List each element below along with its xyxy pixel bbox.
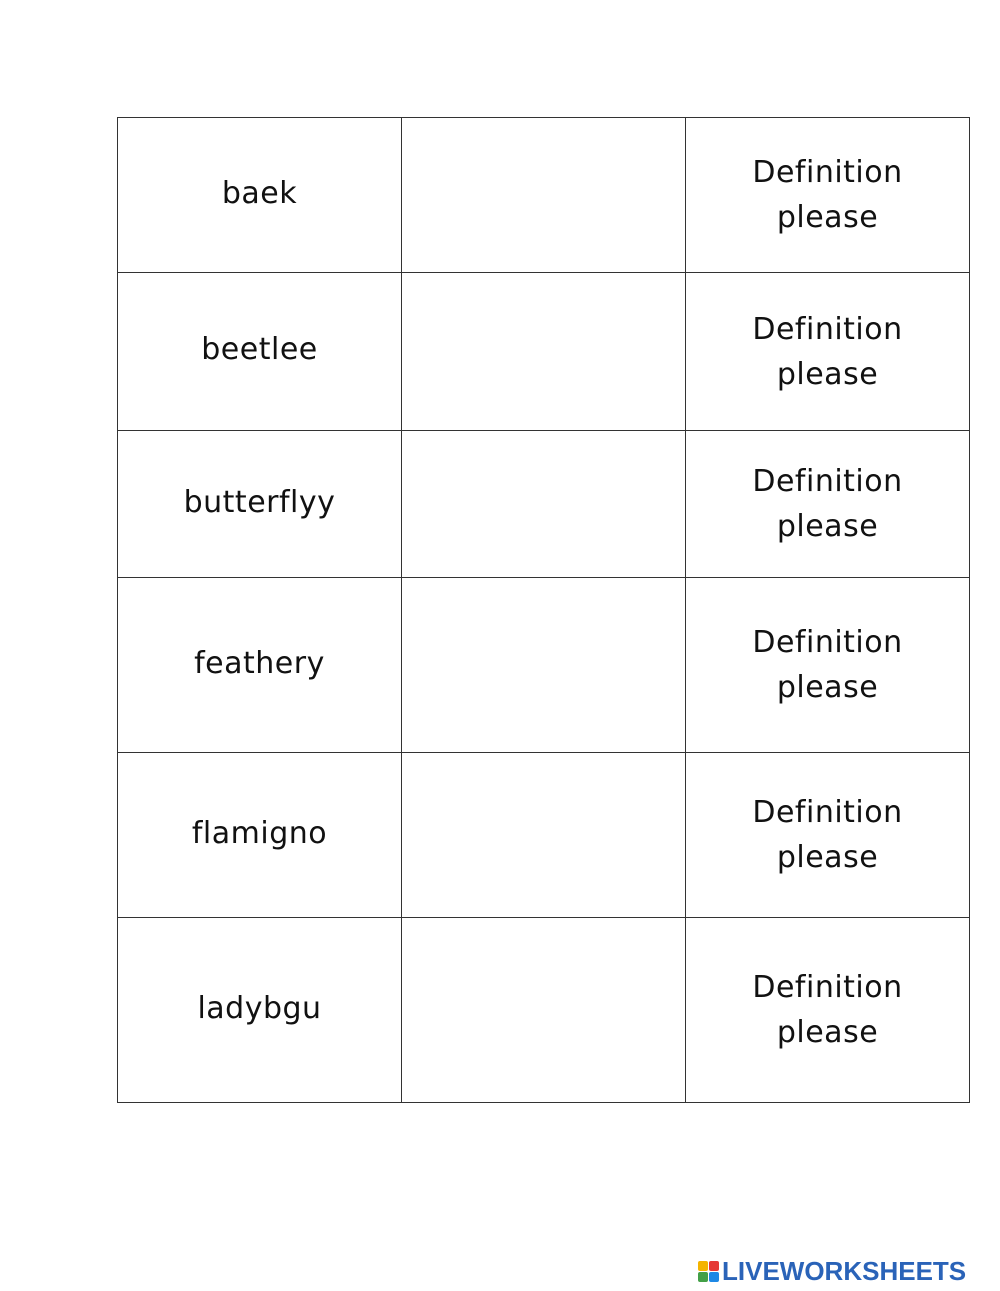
table-row (118, 753, 970, 918)
answer-cell[interactable] (402, 578, 686, 753)
word-cell (118, 118, 402, 273)
definition-cell (686, 431, 970, 578)
answer-cell[interactable] (402, 918, 686, 1103)
word-label: butterflyy (183, 484, 336, 520)
table-row (118, 918, 970, 1103)
logo-block (709, 1272, 719, 1282)
answer-cell[interactable] (402, 273, 686, 431)
definition-line: Definition (752, 464, 903, 499)
definition-line: please (776, 356, 879, 392)
word-label: baek (221, 175, 298, 211)
definition-line: please (776, 670, 879, 705)
definition-line: Definition (752, 625, 903, 660)
table-row (118, 118, 970, 273)
answer-cell[interactable] (402, 431, 686, 578)
definition-cell (686, 578, 970, 753)
definition-line: please (776, 509, 879, 544)
definition-line: Definition (752, 970, 903, 1005)
table-row (118, 431, 970, 578)
word-cell (118, 273, 402, 431)
definition-line: Definition (752, 311, 903, 347)
word-cell (118, 578, 402, 753)
definition-line: Definition (752, 155, 903, 190)
word-label: flamigno (191, 815, 328, 851)
logo-block (698, 1261, 708, 1271)
definition-cell (686, 273, 970, 431)
definition-line: please (776, 200, 879, 235)
table-row (118, 578, 970, 753)
definition-line: Definition (752, 795, 903, 830)
word-label: ladybgu (197, 990, 322, 1026)
logo-blocks-icon (698, 1261, 719, 1282)
word-label: feathery (194, 645, 325, 681)
definition-line: please (776, 840, 879, 875)
logo-block (709, 1261, 719, 1271)
answer-cell[interactable] (402, 118, 686, 273)
word-label: beetlee (201, 332, 318, 367)
definition-cell (686, 118, 970, 273)
logo-text: LIVEWORKSHEETS (722, 1256, 967, 1286)
definition-line: please (776, 1015, 879, 1050)
definition-cell (686, 753, 970, 918)
liveworksheets-logo (698, 1256, 966, 1286)
answer-cell[interactable] (402, 753, 686, 918)
word-cell (118, 918, 402, 1103)
definition-cell (686, 918, 970, 1103)
table-row (118, 273, 970, 431)
word-cell (118, 753, 402, 918)
logo-block (698, 1272, 708, 1282)
worksheet-table (117, 117, 970, 1103)
word-cell (118, 431, 402, 578)
